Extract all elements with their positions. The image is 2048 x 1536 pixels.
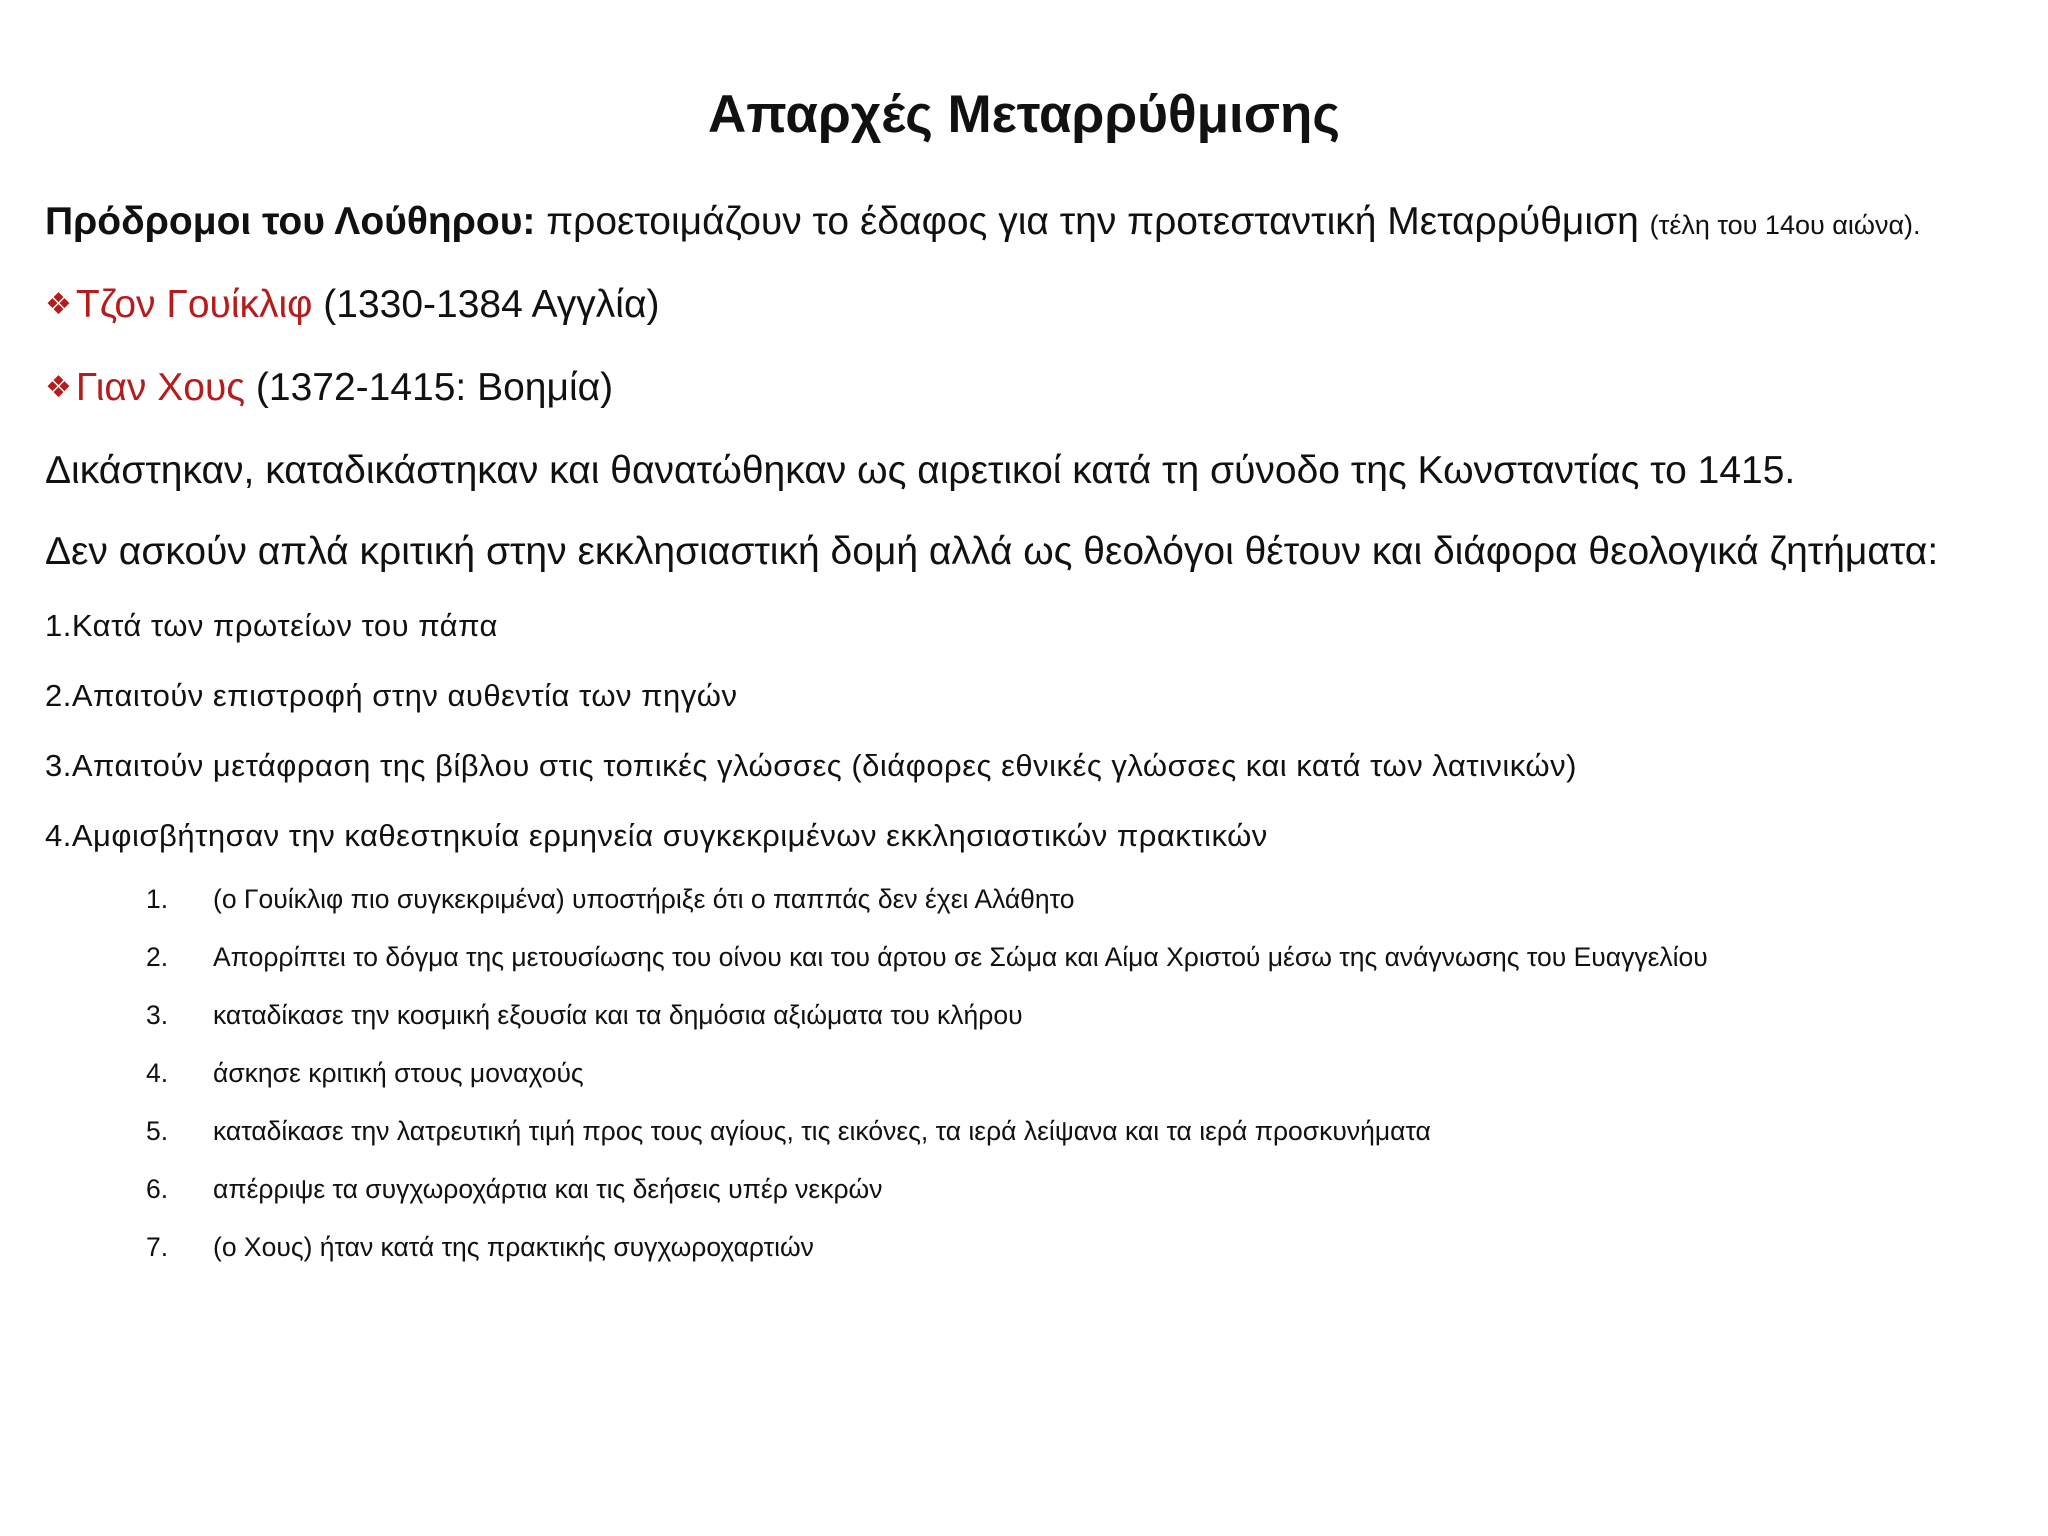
sub-list-number: 7.	[146, 1232, 169, 1262]
sub-list-item	[146, 1232, 814, 1263]
sub-list-item	[146, 884, 1074, 915]
statement-theology: Δεν ασκούν απλά κριτική στην εκκλησιαστική δομή αλλά ως θεολόγοι θέτουν και διάφορα θεολογικά ζητήματα:	[45, 530, 1939, 573]
sub-list-text: (ο Γουίκλιφ πιο συγκεκριμένα) υποστήριξε ότι ο παππάς δεν έχει Αλάθητο	[213, 884, 1075, 914]
figure-item-wycliffe	[45, 283, 660, 327]
figure-name: Γιαν Χους	[75, 366, 246, 409]
sub-list-text: απέρριψε τα συγχωροχάρτια και τις δεήσεις υπέρ νεκρών	[213, 1174, 883, 1204]
issue-item: 3.Απαιτούν μετάφραση της βίβλου στις τοπικές γλώσσες (διάφορες εθνικές γλώσσες και κατά των λατινικών)	[45, 748, 1577, 783]
figure-info: (1330-1384 Αγγλία)	[312, 283, 660, 326]
slide-title: Απαρχές Μεταρρύθμισης	[708, 85, 1340, 144]
sub-list-item	[146, 1058, 584, 1089]
sub-list-number: 6.	[146, 1174, 169, 1204]
statement-condemnation: Δικάστηκαν, καταδικάστηκαν και θανατώθηκαν ως αιρετικοί κατά τη σύνοδο της Κωνσταντίας το 1415.	[45, 449, 1796, 492]
sub-list-text: Απορρίπτει το δόγμα της μετουσίωσης του οίνου και του άρτου σε Σώμα και Αίμα Χριστού μέσω της ανάγνωσης του Ευαγγελίου	[213, 942, 1708, 972]
intro-line	[45, 200, 1921, 244]
diamond-bullet-icon: ❖	[45, 288, 72, 321]
sub-list-item	[146, 1174, 882, 1205]
sub-list-number: 4.	[146, 1058, 169, 1088]
sub-list-item	[146, 1116, 1431, 1147]
sub-list-text: καταδίκασε την λατρευτική τιμή προς τους αγίους, τις εικόνες, τα ιερά λείψανα και τα ιερά προσκυνήματα	[213, 1116, 1431, 1146]
diamond-bullet-icon: ❖	[45, 371, 72, 404]
intro-bold-lead: Πρόδρομοι του Λούθηρου:	[45, 200, 536, 243]
sub-list-item	[146, 942, 1708, 973]
sub-list-number: 5.	[146, 1116, 169, 1146]
intro-note: (τέλη του 14ου αιώνα).	[1649, 210, 1921, 240]
sub-list-item	[146, 1000, 1023, 1031]
sub-list-text: καταδίκασε την κοσμική εξουσία και τα δημόσια αξιώματα του κλήρου	[213, 1000, 1023, 1030]
intro-text: προετοιμάζουν το έδαφος για την προτεσταντική Μεταρρύθμιση	[535, 200, 1650, 243]
figure-name: Τζον Γουίκλιφ	[75, 283, 313, 326]
sub-list-number: 2.	[146, 942, 169, 972]
issue-item: 1.Κατά των πρωτείων του πάπα	[45, 608, 498, 643]
issue-item: 4.Αμφισβήτησαν την καθεστηκυία ερμηνεία συγκεκριμένων εκκλησιαστικών πρακτικών	[45, 818, 1268, 853]
sub-list-text: άσκησε κριτική στους μοναχούς	[213, 1058, 584, 1088]
sub-list-number: 3.	[146, 1000, 169, 1030]
sub-list-text: (ο Χους) ήταν κατά της πρακτικής συγχωροχαρτιών	[213, 1232, 814, 1262]
figure-info: (1372-1415: Βοημία)	[245, 366, 614, 409]
issue-item: 2.Απαιτούν επιστροφή στην αυθεντία των πηγών	[45, 678, 738, 713]
sub-list-number: 1.	[146, 884, 169, 914]
figure-item-hus	[45, 366, 613, 410]
